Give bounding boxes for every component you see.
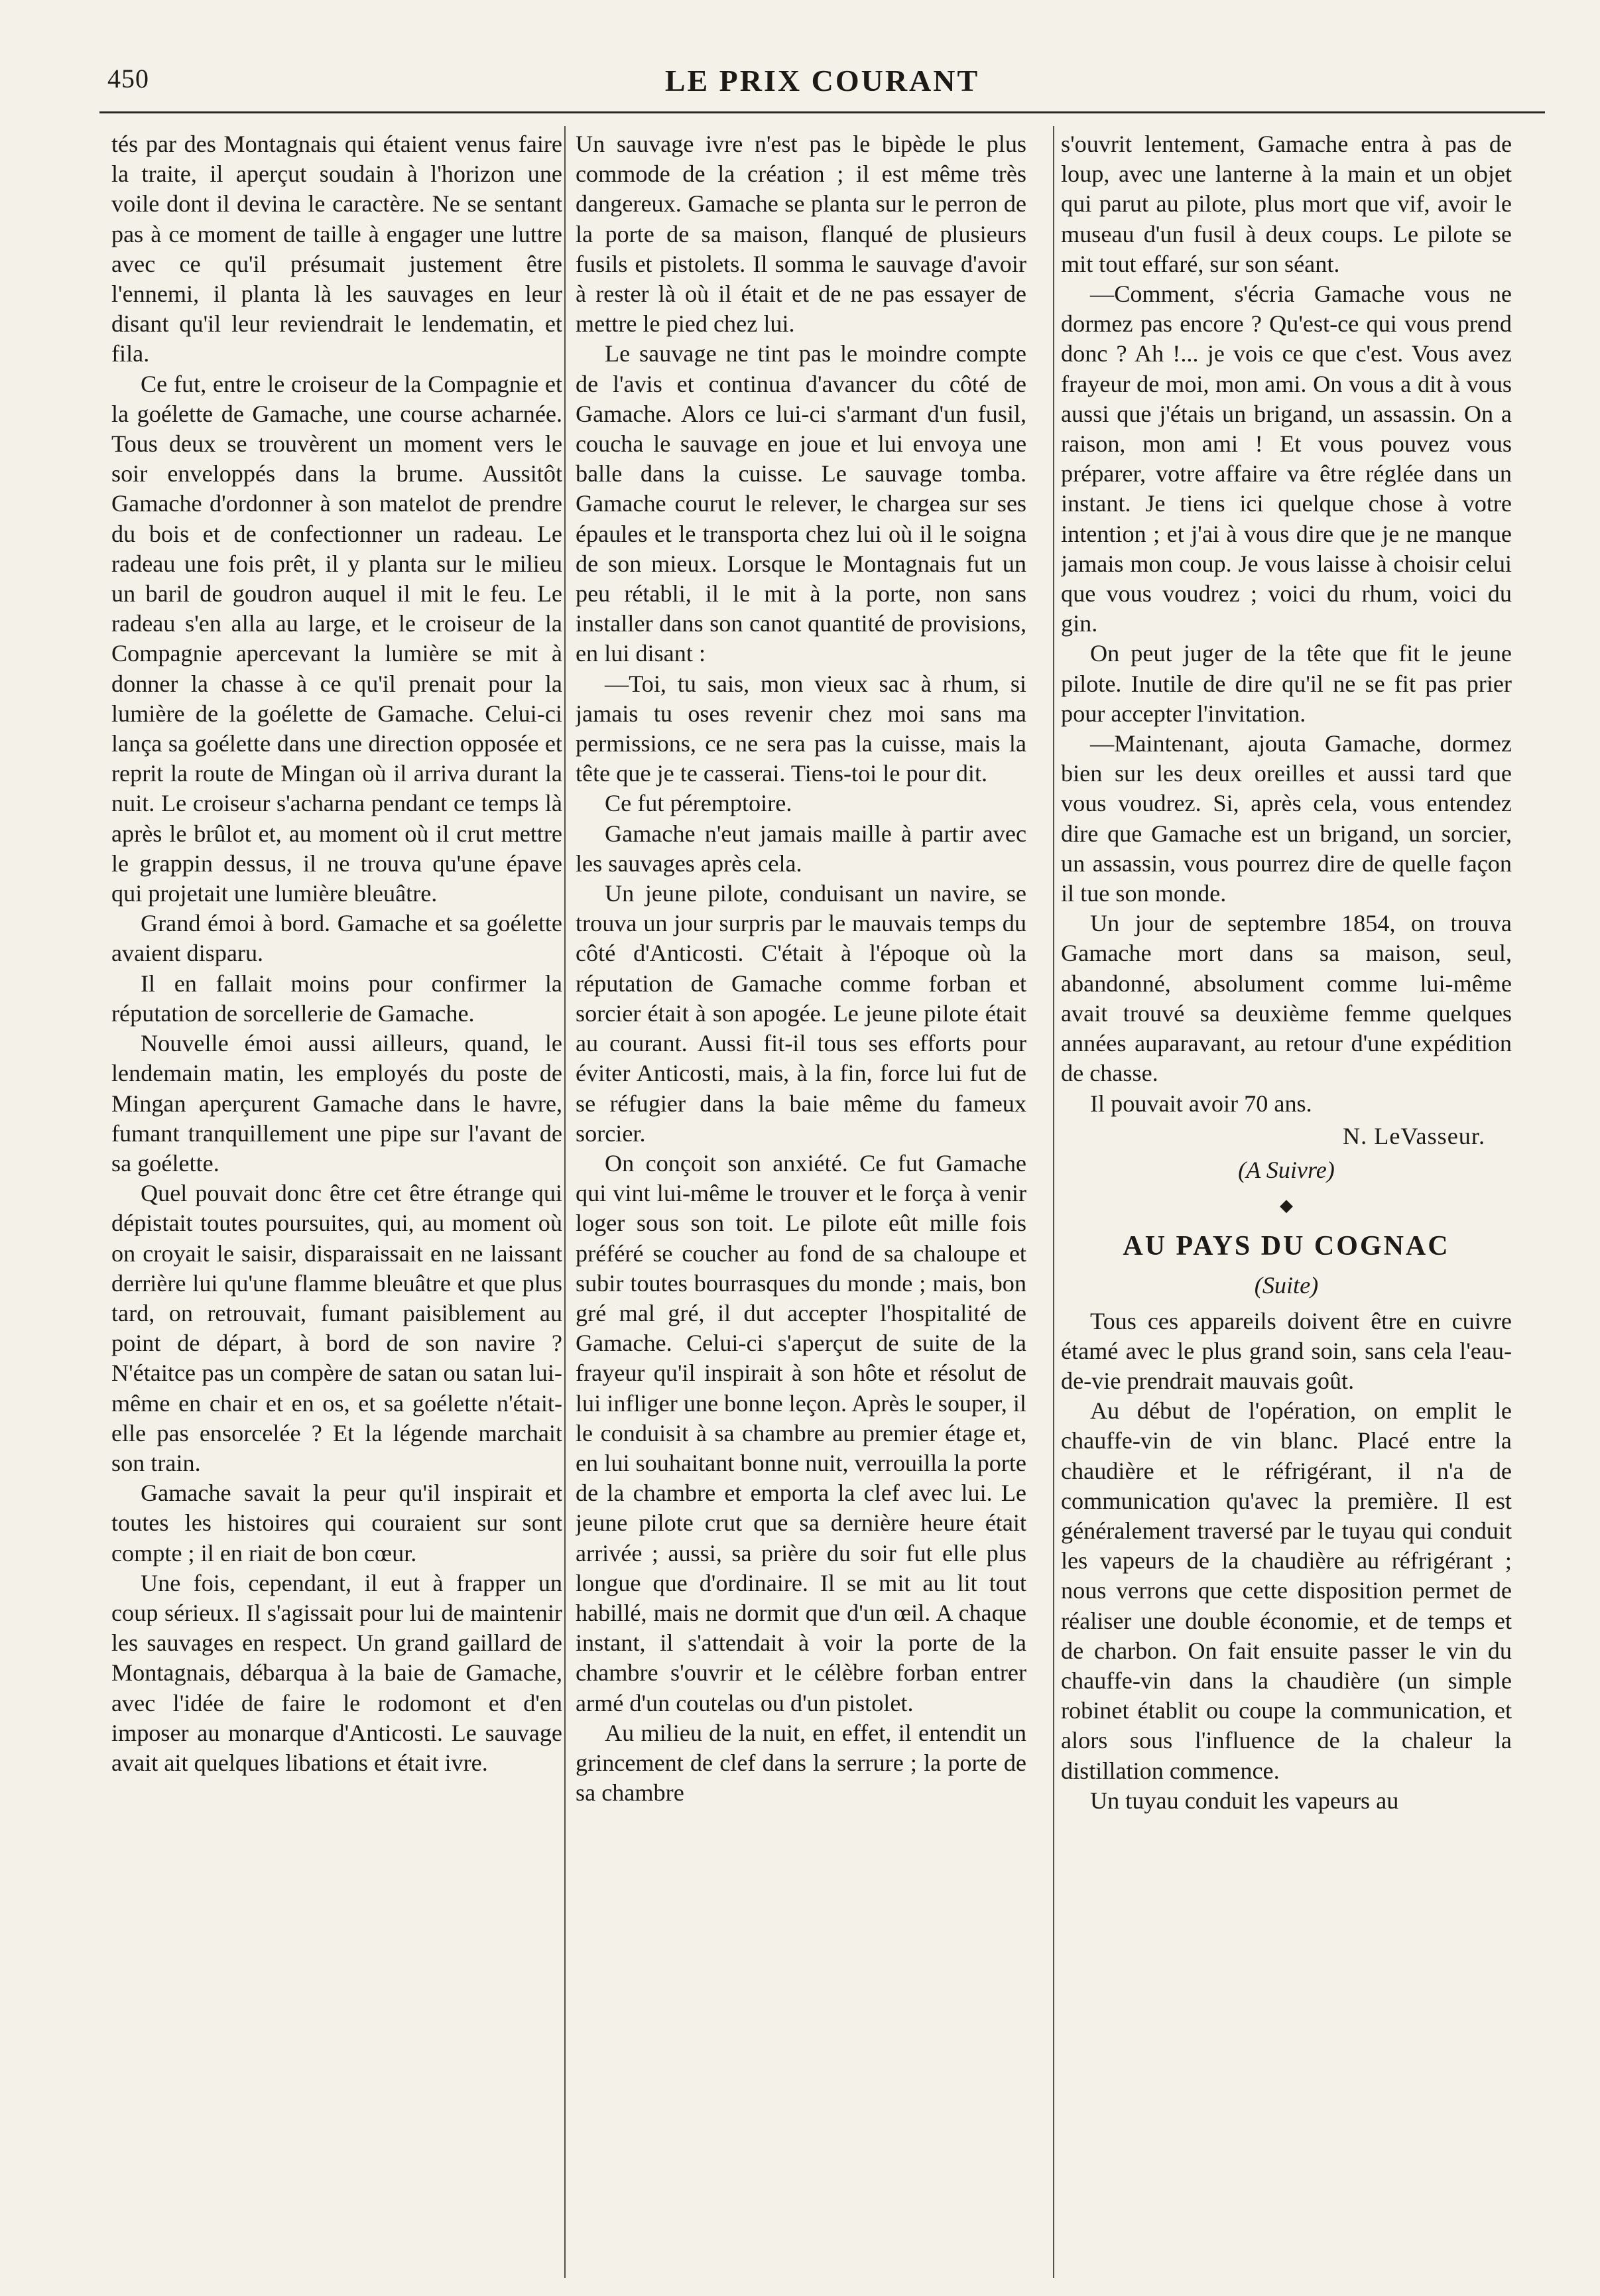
section-subtitle: (Suite)	[1254, 1272, 1319, 1299]
paragraph: Un jeune pilote, conduisant un navire, se trouva un jour surpris par le mauvais temps du côté d'Anticosti. C'était à l'époque où la réputation de Gamache comme forban et sorcier était à son apogée. Le jeune pilote était au courant. Aussi fit-il tous ses efforts pour éviter Anticosti, mais, à la fin, force lui fut de se réfugier dans la baie même du fameux sorcier.	[576, 880, 1026, 1147]
paragraph: Nouvelle émoi aussi ailleurs, quand, le lendemain matin, les employés du poste de Mingan aperçurent Gamache dans le havre, fumant tranquillement une pipe sur l'avant de sa goélette.	[111, 1030, 562, 1177]
paragraph: Une fois, cependant, il eut à frapper un coup sérieux. Il s'agissait pour lui de maintenir les sauvages en respect. Un grand gaillard de Montagnais, débarqua à la baie de Gamache, avec l'idée de faire le rodomont et d'en imposer au monarque d'Anticosti. Le sauvage avait ait quelques libations et était ivre.	[111, 1569, 562, 1776]
paragraph: Gamache n'eut jamais maille à partir avec les sauvages après cela.	[576, 820, 1026, 877]
paragraph: Tous ces appareils doivent être en cuivre étamé avec le plus grand soin, sans cela l'eau-de-vie prendrait mauvais goût.	[1061, 1307, 1512, 1394]
paragraph: Un tuyau conduit les vapeurs au	[1090, 1787, 1399, 1814]
text-column-3	[1061, 129, 1512, 2278]
paragraph: Au début de l'opération, on emplit le chauffe-vin de vin blanc. Placé entre la chaudière et le réfrigérant, il n'a de communication qu'avec la première. Il est généralement traversé par le tuyau qui conduit les vapeurs de la chaudière au réfrigérant ; nous verrons que cette disposition permet de réaliser une double économie, et de temps et de charbon. On fait ensuite passer le vin du chauffe-vin dans la chaudière (un simple robinet établit ou coupe la communication, et alors sous l'influence de la chaleur la distillation commence.	[1061, 1397, 1512, 1784]
page-number: 450	[107, 64, 149, 94]
paragraph: On peut juger de la tête que fit le jeune pilote. Inutile de dire qu'il ne se fit pas prier pour accepter l'invitation.	[1061, 640, 1512, 727]
paragraph: Un jour de septembre 1854, on trouva Gamache mort dans sa maison, seul, abandonné, absolument comme lui-même avait trouvé sa deuxième femme quelques années auparavant, au retour d'une expédition de chasse.	[1061, 910, 1512, 1087]
column-divider	[564, 126, 566, 2278]
page-header	[99, 63, 1545, 116]
paragraph: Un sauvage ivre n'est pas le bipède le plus commode de la création ; il est même très dangereux. Gamache se planta sur le perron de la porte de sa maison, flanqué de plusieurs fusils et pistolets. Il somma le sauvage d'avoir à rester là où il était et de ne pas essayer de mettre le pied chez lui.	[576, 131, 1026, 338]
paragraph: —Comment, s'écria Gamache vous ne dormez pas encore ? Qu'est-ce qui vous prend donc ? Ah !... je vois ce que c'est. Vous avez frayeur de moi, mon ami. On vous a dit à vous aussi que j'étais un brigand, un assassin. On a raison, mon ami ! Et vous pouvez vous préparer, votre affaire va être réglée dans un instant. Je tiens ici quelque chose à votre intention ; et j'ai à vous dire que je ne manque jamais mon coup. Je vous laisse à choisir celui que vous voudrez ; voici du rhum, voici du gin.	[1061, 281, 1512, 637]
to-follow-note: (A Suivre)	[1238, 1156, 1335, 1183]
paragraph: Au milieu de la nuit, en effet, il entendit un grincement de clef dans la serrure ; la porte de sa chambre	[576, 1719, 1026, 1807]
paragraph: tés par des Montagnais qui étaient venus faire la traite, il aperçut soudain à l'horizon une voile dont il devina le caractère. Ne se sentant pas à ce moment de taille à engager une luttre avec ce qu'il présumait justement être l'ennemi, il planta là les sauvages en leur disant qu'il leur reviendrait le lendematin, et fila.	[111, 131, 562, 367]
author-signature: N. LeVasseur.	[1343, 1122, 1485, 1149]
paragraph: Grand émoi à bord. Gamache et sa goélette avaient disparu.	[111, 910, 562, 967]
paragraph: Ce fut péremptoire.	[605, 790, 792, 817]
diamond-ornament-icon: ◆	[1280, 1196, 1293, 1216]
paragraph: Il pouvait avoir 70 ans.	[1090, 1090, 1312, 1117]
paragraph: —Maintenant, ajouta Gamache, dormez bien sur les deux oreilles et aussi tard que vous voudrez. Si, après cela, vous entendez dire que Gamache est un brigand, un sorcier, un assassin, vous pourrez dire de quelle façon il tue son monde.	[1061, 730, 1512, 907]
header-rule	[99, 111, 1545, 113]
paragraph: Il en fallait moins pour confirmer la réputation de sorcellerie de Gamache.	[111, 970, 562, 1027]
paragraph: Gamache savait la peur qu'il inspirait et toutes les histoires qui couraient sur sont compte ; il en riait de bon cœur.	[111, 1480, 562, 1566]
text-column-1	[111, 129, 562, 2278]
paragraph: Quel pouvait donc être cet être étrange qui dépistait toutes poursuites, qui, au moment où on croyait le saisir, disparaissait en ne laissant derrière lui qu'une flamme bleuâtre et que plus tard, on retrouvait, fumant paisiblement au point de départ, à bord de son navire ? N'étaitce pas un compère de satan ou satan lui-même en chair et en os, et sa goélette n'était-elle pas ensorcelée ? Et la légende marchait son train.	[111, 1180, 562, 1476]
paragraph: Ce fut, entre le croiseur de la Compagnie et la goélette de Gamache, une course acharnée. Tous deux se trouvèrent un moment vers le soir enveloppés dans la brume. Aussitôt Gamache d'ordonner à son matelot de prendre du bois et de confectionner un radeau. Le radeau une fois prêt, il y planta sur le milieu un baril de goudron auquel il mit le feu. Le radeau s'en alla au large, et le croiseur de la Compagnie apercevant la lumière se mit à donner la chasse à ce qu'il prenait pour la lumière de la goélette de Gamache. Celui-ci lança sa goélette dans une direction opposée et reprit la route de Mingan où il arriva durant la nuit. Le croiseur s'acharna pendant ce temps là après le brûlot et, au moment où il crut mettre le grappin dessus, il ne trouva qu'une épave qui projetait une lumière bleuâtre.	[111, 370, 562, 907]
running-title: LE PRIX COURANT	[664, 64, 980, 97]
paragraph: On conçoit son anxiété. Ce fut Gamache qui vint lui-même le trouver et le força à venir loger sous son toit. Le pilote eût mille fois préféré se coucher au fond de sa chaloupe et subir toutes bourrasques du monde ; mais, bon gré mal gré, il dut accepter l'hospitalité de Gamache. Celui-ci s'aperçut de suite de la frayeur qu'il inspirait à son hôte et résolut de lui infliger une bonne leçon. Après le souper, il le conduisit à sa chambre au premier étage et, en lui souhaitant bonne nuit, verrouilla la porte de la chambre et emporta la clef avec lui. Le jeune pilote crut que sa dernière heure était arrivée ; aussi, sa prière du soir fut elle plus longue que d'ordinaire. Il se mit au lit tout habillé, mais ne dormit que d'un œil. A chaque instant, il s'attendait à voir la porte de la chambre s'ouvrir et le célèbre forban entrer armé d'un coutelas ou d'un pistolet.	[576, 1149, 1026, 1716]
paragraph: —Toi, tu sais, mon vieux sac à rhum, si jamais tu oses revenir chez moi sans ma permissions, ce ne sera pas la cuisse, mais la tête que je te casserai. Tiens-toi le pour dit.	[576, 670, 1026, 787]
column-divider	[1053, 126, 1054, 2278]
text-column-2	[576, 129, 1026, 2278]
paragraph: Le sauvage ne tint pas le moindre compte de l'avis et continua d'avancer du côté de Gamache. Alors ce lui-ci s'armant d'un fusil, coucha le sauvage en joue et lui envoya une balle dans la cuisse. Le sauvage tomba. Gamache courut le relever, le chargea sur ses épaules et le transporta chez lui où il le soigna de son mieux. Lorsque le Montagnais fut un peu rétabli, il le mit à la porte, non sans installer dans son canot quantité de provisions, en lui disant :	[576, 340, 1026, 667]
paragraph: s'ouvrit lentement, Gamache entra à pas de loup, avec une lanterne à la main et un objet qui parut au pilote, plus mort que vif, avoir le museau d'un fusil à deux coups. Le pilote se mit tout effaré, sur son séant.	[1061, 131, 1512, 277]
section-title: AU PAYS DU COGNAC	[1123, 1231, 1450, 1262]
